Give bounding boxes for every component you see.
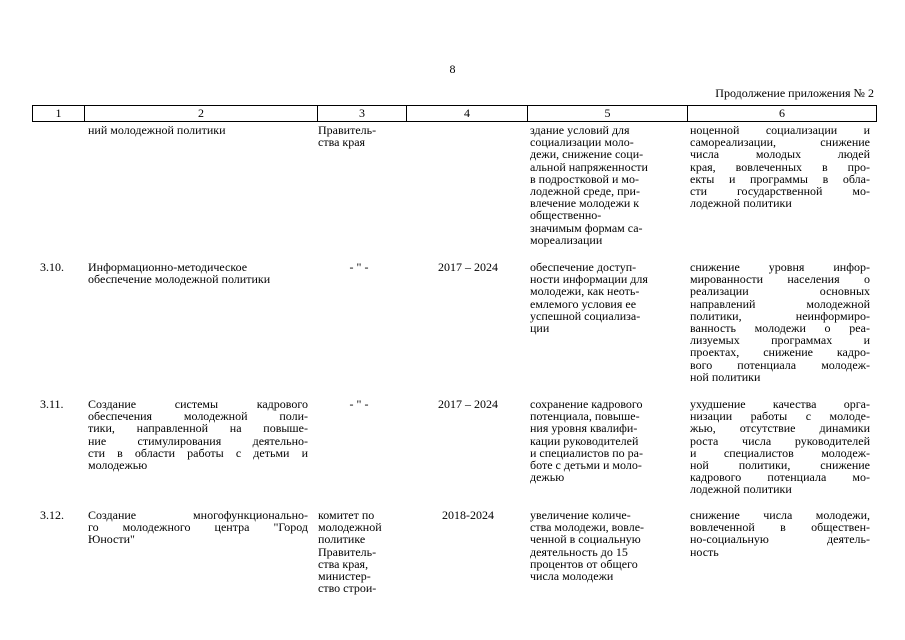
- text-line: влечение молодежи к: [530, 196, 640, 211]
- row-executor: [318, 509, 400, 594]
- text-line: потенциала, повыше-: [530, 409, 640, 424]
- text-line: ции: [530, 321, 550, 336]
- text-line: министер-: [318, 569, 371, 584]
- text-line: политики, неинформиро-: [690, 308, 870, 323]
- text-line: Информационно-методическое: [88, 260, 248, 274]
- text-line: обеспечение молодежной политики: [88, 272, 271, 287]
- text-line: низации работы с молоде-: [690, 409, 870, 424]
- text-line: жью, отсутствие динамики: [690, 421, 870, 436]
- text-line: сти в области работы с детьми и: [88, 445, 308, 460]
- appendix-continuation-note: Продолжение приложения № 2: [715, 86, 874, 100]
- row-consequence: [690, 509, 870, 558]
- text-line: края, вовлеченных в про-: [690, 159, 870, 174]
- text-line: боте с детьми и моло-: [530, 458, 642, 473]
- text-line: кадрового потенциала мо-: [690, 470, 870, 485]
- text-line: числа молодежи: [530, 569, 614, 584]
- row-period: 2017 – 2024: [438, 397, 498, 411]
- text-line: ванность молодежи о реа-: [690, 321, 870, 336]
- text-line: сти государственной мо-: [690, 184, 870, 199]
- text-line: числа молодых людей: [690, 147, 870, 162]
- fragment-activity: [88, 124, 308, 136]
- text-line: общественно-: [530, 208, 602, 223]
- text-line: обеспечения молодежной поли-: [88, 409, 308, 424]
- text-line: емлемого условия ее: [530, 296, 637, 311]
- text-line: ния уровня квалифи-: [530, 421, 638, 436]
- row-activity: [88, 509, 308, 546]
- text-line: ности информации для: [530, 272, 648, 287]
- text-line: здание условий для: [530, 123, 630, 137]
- column-header-3: 3: [359, 106, 365, 120]
- text-line: Правитель-: [318, 123, 377, 137]
- text-line: Юности": [88, 532, 135, 547]
- text-line: ухудшение качества орга-: [690, 397, 870, 411]
- text-line: лодежной среде, при-: [530, 184, 640, 199]
- row-activity: [88, 398, 308, 471]
- row-executor: [318, 261, 400, 273]
- fragment-executor: [318, 124, 400, 148]
- text-line: снижение числа молодежи,: [690, 508, 870, 522]
- text-line: екты и программы в обла-: [690, 171, 870, 186]
- text-line: лизуемых программах и: [690, 333, 870, 348]
- text-line: ние стимулирования деятельно-: [88, 433, 308, 448]
- text-line: увеличение количе-: [530, 508, 631, 522]
- column-header-4: 4: [464, 106, 470, 120]
- row-period: 2018-2024: [442, 508, 494, 522]
- text-line: направлений молодежной: [690, 296, 870, 311]
- text-line: проектах, снижение кадро-: [690, 345, 870, 360]
- text-line: комитет по: [318, 508, 375, 522]
- text-line: но-социальную деятель-: [690, 532, 870, 547]
- column-header-5: 5: [604, 106, 611, 120]
- text-line: - " -: [349, 397, 369, 411]
- text-line: молодежи, как неоть-: [530, 284, 640, 299]
- row-result: [530, 261, 676, 334]
- text-line: ноценной социализации и: [690, 123, 870, 137]
- text-line: ний молодежной политики: [88, 123, 226, 137]
- row-period: 2017 – 2024: [438, 260, 498, 274]
- text-line: Создание системы кадрового: [88, 397, 308, 411]
- row-number: 3.10.: [40, 260, 64, 274]
- text-line: лодежной политики: [690, 196, 792, 211]
- text-line: успешной социализа-: [530, 308, 641, 323]
- text-line: мированности населения о: [690, 272, 870, 287]
- text-line: снижение уровня инфор-: [690, 260, 870, 274]
- text-line: ства молодежи, вовле-: [530, 520, 645, 535]
- text-line: роста числа руководителей: [690, 433, 870, 448]
- text-line: дежи, снижение соци-: [530, 147, 644, 162]
- text-line: Создание многофункционально-: [88, 508, 308, 522]
- text-line: лодежной политики: [690, 482, 792, 497]
- text-line: ной политики, снижение: [690, 458, 870, 473]
- text-line: го молодежного центра "Город: [88, 520, 308, 535]
- table-header-row: [32, 105, 877, 122]
- text-line: социализации моло-: [530, 135, 634, 150]
- text-line: - " -: [349, 260, 369, 274]
- text-line: ства края: [318, 135, 366, 150]
- row-executor: [318, 398, 400, 410]
- text-line: сохранение кадрового: [530, 397, 643, 411]
- text-line: реализации основных: [690, 284, 870, 299]
- row-result: [530, 509, 676, 582]
- row-result: [530, 398, 676, 483]
- text-line: альной напряженности: [530, 159, 648, 174]
- text-line: ность: [690, 544, 719, 559]
- row-number: 3.12.: [40, 508, 64, 522]
- page-number: 8: [449, 62, 456, 76]
- text-line: кации руководителей: [530, 433, 639, 448]
- text-line: процентов от общего: [530, 556, 638, 571]
- text-line: и специалистов молодеж-: [690, 445, 870, 460]
- text-line: ства края,: [318, 556, 369, 571]
- text-line: вовлеченной в обществен-: [690, 520, 870, 535]
- text-line: ство строи-: [318, 581, 377, 596]
- text-line: политике: [318, 532, 366, 547]
- row-consequence: [690, 398, 870, 496]
- text-line: тики, направленной на повыше-: [88, 421, 308, 436]
- text-line: ченной в социальную: [530, 532, 641, 547]
- text-line: в подростковой и мо-: [530, 171, 639, 186]
- text-line: обеспечение доступ-: [530, 260, 637, 274]
- text-line: ной политики: [690, 369, 761, 384]
- column-header-1: 1: [55, 106, 62, 120]
- text-line: дежью: [530, 470, 565, 485]
- column-header-6: 6: [779, 106, 785, 120]
- text-line: Правитель-: [318, 544, 377, 559]
- text-line: самореализации, снижение: [690, 135, 870, 150]
- text-line: деятельность до 15: [530, 544, 628, 559]
- text-line: и специалистов по ра-: [530, 445, 644, 460]
- text-line: молодежью: [88, 458, 148, 473]
- fragment-consequence: [690, 124, 870, 209]
- text-line: молодежной: [318, 520, 382, 535]
- row-consequence: [690, 261, 870, 383]
- column-header-2: 2: [198, 106, 204, 120]
- fragment-result: [530, 124, 676, 246]
- text-line: мореализации: [530, 232, 603, 247]
- row-number: 3.11.: [40, 397, 64, 411]
- text-line: значимым формам са-: [530, 220, 643, 235]
- text-line: вого потенциала молодеж-: [690, 357, 870, 372]
- row-activity: [88, 261, 308, 285]
